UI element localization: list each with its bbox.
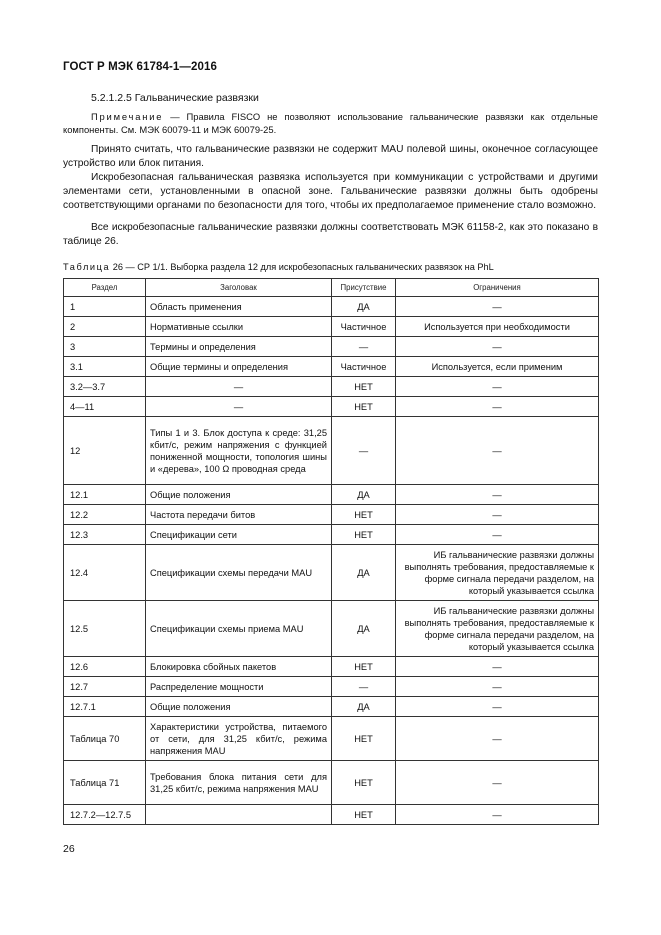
cell-title: Спецификации сети bbox=[146, 525, 332, 545]
table-row bbox=[64, 397, 599, 417]
page-number: 26 bbox=[63, 843, 75, 855]
cell-title: Типы 1 и 3. Блок доступа к среде: 31,25 кбит/с, режим напряжения с функцией пониженной мощности, топология шины и «дерева», 100 Ω проводная среда bbox=[146, 417, 332, 485]
cell-limit: — bbox=[396, 657, 599, 677]
section-title: 5.2.1.2.5 Гальванические развязки bbox=[91, 92, 259, 104]
cell-title: Общие положения bbox=[146, 697, 332, 717]
document-header: ГОСТ Р МЭК 61784-1—2016 bbox=[63, 61, 217, 73]
cell-limit: Используется при необходимости bbox=[396, 317, 599, 337]
header-limits: Ограничения bbox=[396, 279, 599, 297]
table-row bbox=[64, 525, 599, 545]
cell-presence: ДА bbox=[332, 485, 396, 505]
cell-title: Частота передачи битов bbox=[146, 505, 332, 525]
cell-title: Спецификации схемы передачи MAU bbox=[146, 545, 332, 601]
cell-limit: — bbox=[396, 485, 599, 505]
cell-limit: ИБ гальванические развязки должны выполнять требования, предоставляемые к форме сигнала передачи разделом, на который указывается ссылка bbox=[396, 601, 599, 657]
cell-section: 12.5 bbox=[64, 601, 146, 657]
table-row bbox=[64, 657, 599, 677]
table-row bbox=[64, 545, 599, 601]
cell-presence: ДА bbox=[332, 297, 396, 317]
cell-section: 12.4 bbox=[64, 545, 146, 601]
header-title: Заголовак bbox=[146, 279, 332, 297]
note bbox=[63, 110, 598, 136]
spec-table bbox=[63, 278, 599, 825]
cell-limit: — bbox=[396, 805, 599, 825]
cell-title: Общие положения bbox=[146, 485, 332, 505]
cell-section: Таблица 70 bbox=[64, 717, 146, 761]
cell-presence: — bbox=[332, 337, 396, 357]
cell-limit: — bbox=[396, 761, 599, 805]
cell-presence: НЕТ bbox=[332, 377, 396, 397]
cell-presence: — bbox=[332, 417, 396, 485]
cell-section: 3 bbox=[64, 337, 146, 357]
table-caption-text: 26 — CP 1/1. Выборка раздела 12 для искробезопасных гальванических развязок на PhL bbox=[110, 262, 494, 272]
cell-section: 12.6 bbox=[64, 657, 146, 677]
cell-title: Область применения bbox=[146, 297, 332, 317]
cell-section: 3.1 bbox=[64, 357, 146, 377]
cell-title: Распределение мощности bbox=[146, 677, 332, 697]
cell-section: 4—11 bbox=[64, 397, 146, 417]
table-row bbox=[64, 697, 599, 717]
cell-title: Термины и определения bbox=[146, 337, 332, 357]
table-caption bbox=[63, 262, 603, 272]
cell-section: 1 bbox=[64, 297, 146, 317]
table-row bbox=[64, 677, 599, 697]
table-header-row bbox=[64, 279, 599, 297]
cell-presence: НЕТ bbox=[332, 505, 396, 525]
cell-presence: НЕТ bbox=[332, 397, 396, 417]
cell-title: Спецификации схемы приема MAU bbox=[146, 601, 332, 657]
cell-limit: — bbox=[396, 697, 599, 717]
table-row bbox=[64, 357, 599, 377]
cell-title: — bbox=[146, 397, 332, 417]
cell-limit: — bbox=[396, 525, 599, 545]
cell-title: — bbox=[146, 377, 332, 397]
cell-presence: Частичное bbox=[332, 357, 396, 377]
cell-limit: Используется, если применим bbox=[396, 357, 599, 377]
cell-presence: — bbox=[332, 677, 396, 697]
cell-title: Общие термины и определения bbox=[146, 357, 332, 377]
cell-limit: — bbox=[396, 717, 599, 761]
cell-presence: НЕТ bbox=[332, 761, 396, 805]
cell-title: Блокировка сбойных пакетов bbox=[146, 657, 332, 677]
note-label: Примечание bbox=[91, 111, 164, 122]
cell-limit: — bbox=[396, 297, 599, 317]
cell-presence: НЕТ bbox=[332, 717, 396, 761]
header-presence: Присутствие bbox=[332, 279, 396, 297]
table-row bbox=[64, 601, 599, 657]
cell-limit: — bbox=[396, 397, 599, 417]
cell-limit: — bbox=[396, 377, 599, 397]
table-row bbox=[64, 417, 599, 485]
cell-section: 12.7.2—12.7.5 bbox=[64, 805, 146, 825]
cell-presence: ДА bbox=[332, 697, 396, 717]
paragraph-1: Принято считать, что гальванические развязки не содержит MAU полевой шины, оконечное согласующее устройство или блок питания. bbox=[63, 144, 598, 169]
table-row bbox=[64, 805, 599, 825]
note-text: — Правила FISCO не позволяют использование гальванические развязки как отдельные компоненты. См. МЭК 60079-11 и МЭК 60079-25. bbox=[63, 111, 598, 135]
cell-section: 12.7.1 bbox=[64, 697, 146, 717]
cell-limit: — bbox=[396, 505, 599, 525]
table-row bbox=[64, 317, 599, 337]
table-row bbox=[64, 761, 599, 805]
cell-title: Характеристики устройства, питаемого от сети, для 31,25 кбит/с, режима напряжения MAU bbox=[146, 717, 332, 761]
cell-section: 12.2 bbox=[64, 505, 146, 525]
cell-limit: — bbox=[396, 677, 599, 697]
cell-section: 12.3 bbox=[64, 525, 146, 545]
cell-presence: НЕТ bbox=[332, 525, 396, 545]
cell-limit: — bbox=[396, 337, 599, 357]
cell-presence: НЕТ bbox=[332, 657, 396, 677]
cell-presence: НЕТ bbox=[332, 805, 396, 825]
table-caption-label: Таблица bbox=[63, 262, 111, 272]
table-row bbox=[64, 297, 599, 317]
cell-section: 2 bbox=[64, 317, 146, 337]
cell-presence: Частичное bbox=[332, 317, 396, 337]
cell-section: 12.7 bbox=[64, 677, 146, 697]
cell-section: Таблица 71 bbox=[64, 761, 146, 805]
table-row bbox=[64, 717, 599, 761]
cell-section: 12 bbox=[64, 417, 146, 485]
cell-limit: ИБ гальванические развязки должны выполнять требования, предоставляемые к форме сигнала передачи разделом, на который указывается ссылка bbox=[396, 545, 599, 601]
cell-title: Требования блока питания сети для 31,25 кбит/с, режима напряжения MAU bbox=[146, 761, 332, 805]
cell-title: Нормативные ссылки bbox=[146, 317, 332, 337]
header-section: Раздел bbox=[64, 279, 146, 297]
table-row bbox=[64, 505, 599, 525]
cell-section: 12.1 bbox=[64, 485, 146, 505]
cell-title bbox=[146, 805, 332, 825]
table-row bbox=[64, 485, 599, 505]
table-row bbox=[64, 337, 599, 357]
cell-presence: ДА bbox=[332, 601, 396, 657]
cell-limit: — bbox=[396, 417, 599, 485]
paragraph-2: Искробезопасная гальваническая развязка используется при коммуникации с устройствами и другими элементами сети, установленными в опасной зоне. Гальванические развязки должны быть одобрены соответствующими органами по безопасности для того, чтобы их предполагаемое применение стало возможно. bbox=[63, 172, 598, 211]
cell-presence: ДА bbox=[332, 545, 396, 601]
paragraph-3: Все искробезопасные гальванические развязки должны соответствовать МЭК 61158-2, как это показано в таблице 26. bbox=[63, 222, 598, 247]
table-row bbox=[64, 377, 599, 397]
cell-section: 3.2—3.7 bbox=[64, 377, 146, 397]
